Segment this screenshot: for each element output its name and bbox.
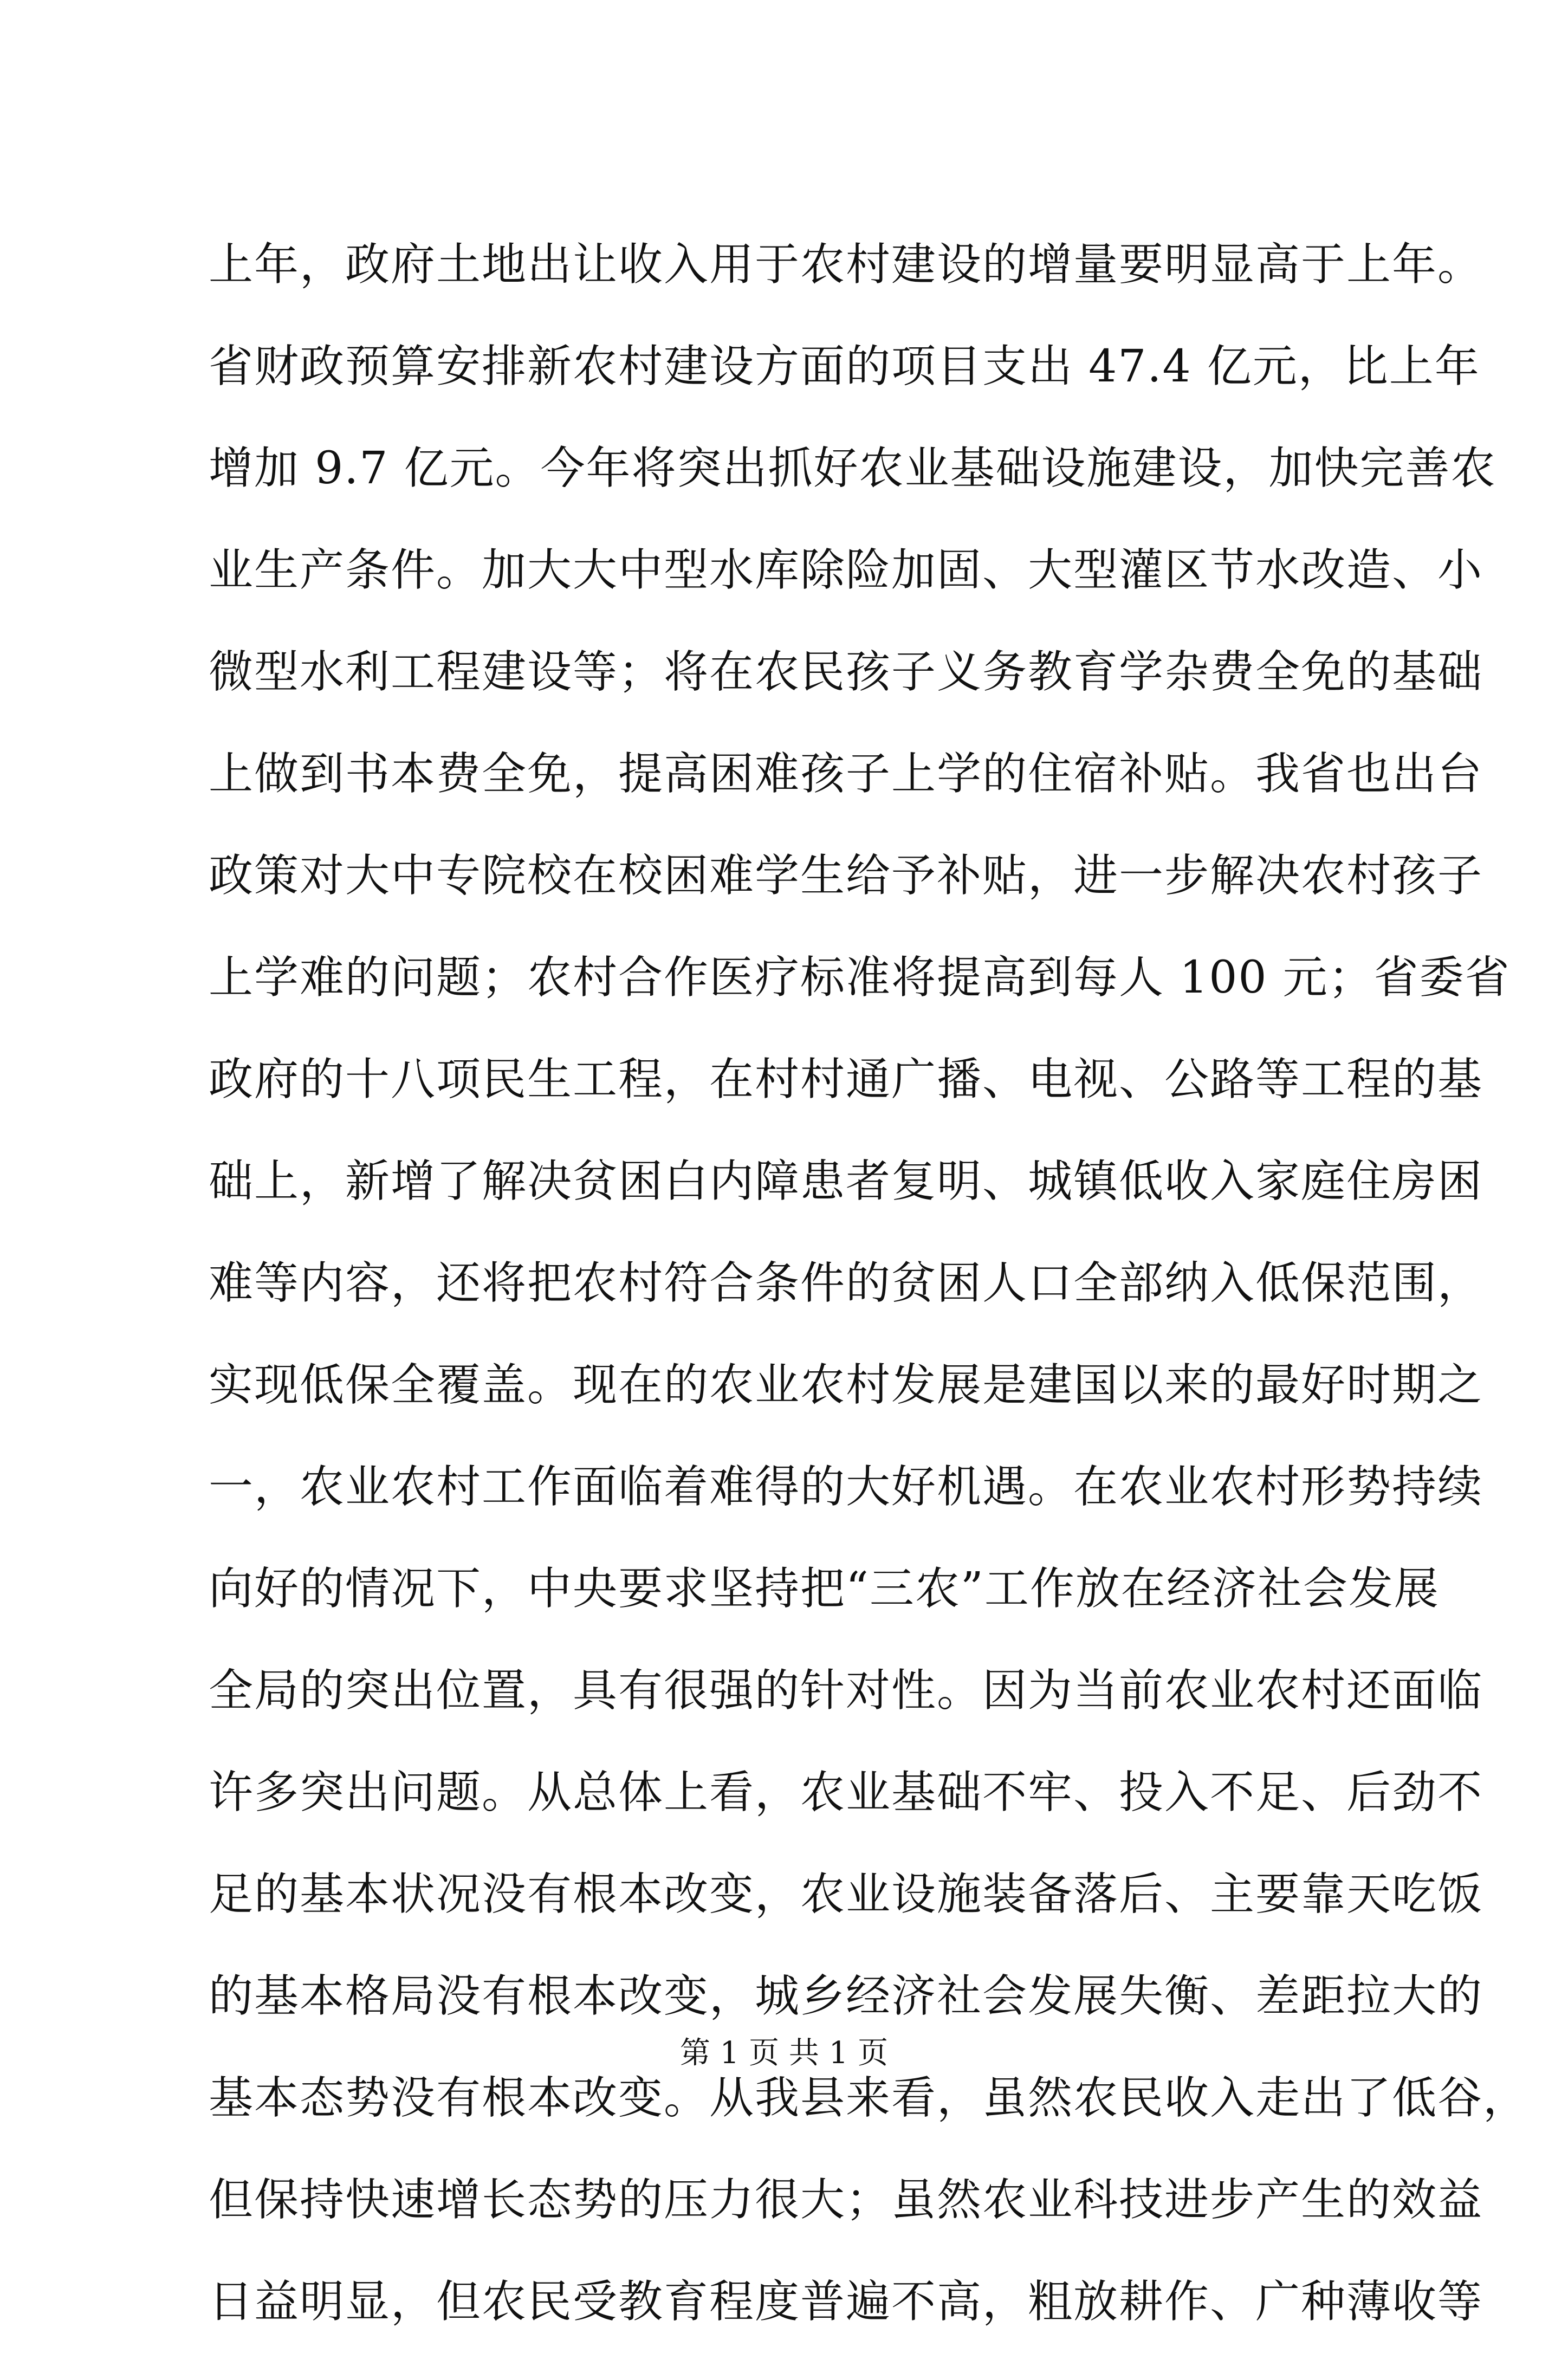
text-line: 上学难的问题；农村合作医疗标准将提高到每人 100 元；省委省 — [209, 952, 1511, 1003]
text-line: 基本态势没有根本改变。从我县来看，虽然农民收入走出了低谷， — [209, 2072, 1529, 2124]
text-line: 增加 9.7 亿元。今年将突出抓好农业基础设施建设，加快完善农 — [209, 443, 1496, 494]
text-line: 向好的情况下，中央要求坚持把“三农”工作放在经济社会发展 — [209, 1563, 1440, 1615]
text-line: 政策对大中专院校在校困难学生给予补贴，进一步解决农村孩子 — [209, 850, 1483, 902]
text-line: 省财政预算安排新农村建设方面的项目支出 47.4 亿元，比上年 — [209, 341, 1480, 392]
text-line: 实现低保全覆盖。现在的农业农村发展是建国以来的最好时期之 — [209, 1359, 1483, 1411]
body-text — [209, 214, 1529, 2353]
text-line: 一，农业农村工作面临着难得的大好机遇。在农业农村形势持续 — [209, 1461, 1483, 1513]
text-line: 政府的十八项民生工程，在村村通广播、电视、公路等工程的基 — [209, 1054, 1483, 1105]
text-line: 难等内容，还将把农村符合条件的贫困人口全部纳入低保范围， — [209, 1257, 1483, 1309]
text-line: 上年，政府土地出让收入用于农村建设的增量要明显高于上年。 — [209, 239, 1483, 290]
text-line: 础上，新增了解决贫困白内障患者复明、城镇低收入家庭住房困 — [209, 1156, 1483, 1207]
text-line: 业生产条件。加大大中型水库除险加固、大型灌区节水改造、小 — [209, 545, 1483, 596]
text-line: 足的基本状况没有根本改变，农业设施装备落后、主要靠天吃饭 — [209, 1869, 1483, 1920]
text-line: 日益明显，但农民受教育程度普遍不高，粗放耕作、广种薄收等 — [209, 2276, 1483, 2328]
text-line: 许多突出问题。从总体上看，农业基础不牢、投入不足、后劲不 — [209, 1767, 1483, 1818]
text-line: 全局的突出位置，具有很强的针对性。因为当前农业农村还面临 — [209, 1665, 1483, 1716]
text-line: 上做到书本费全免，提高困难孩子上学的住宿补贴。我省也出台 — [209, 748, 1483, 800]
text-line: 微型水利工程建设等；将在农民孩子义务教育学杂费全免的基础 — [209, 646, 1483, 698]
text-line: 的基本格局没有根本改变，城乡经济社会发展失衡、差距拉大的 — [209, 1970, 1483, 2022]
text-line: 但保持快速增长态势的压力很大；虽然农业科技进步产生的效益 — [209, 2174, 1483, 2226]
page-footer: 第 1 页 共 1 页 — [679, 2036, 889, 2071]
